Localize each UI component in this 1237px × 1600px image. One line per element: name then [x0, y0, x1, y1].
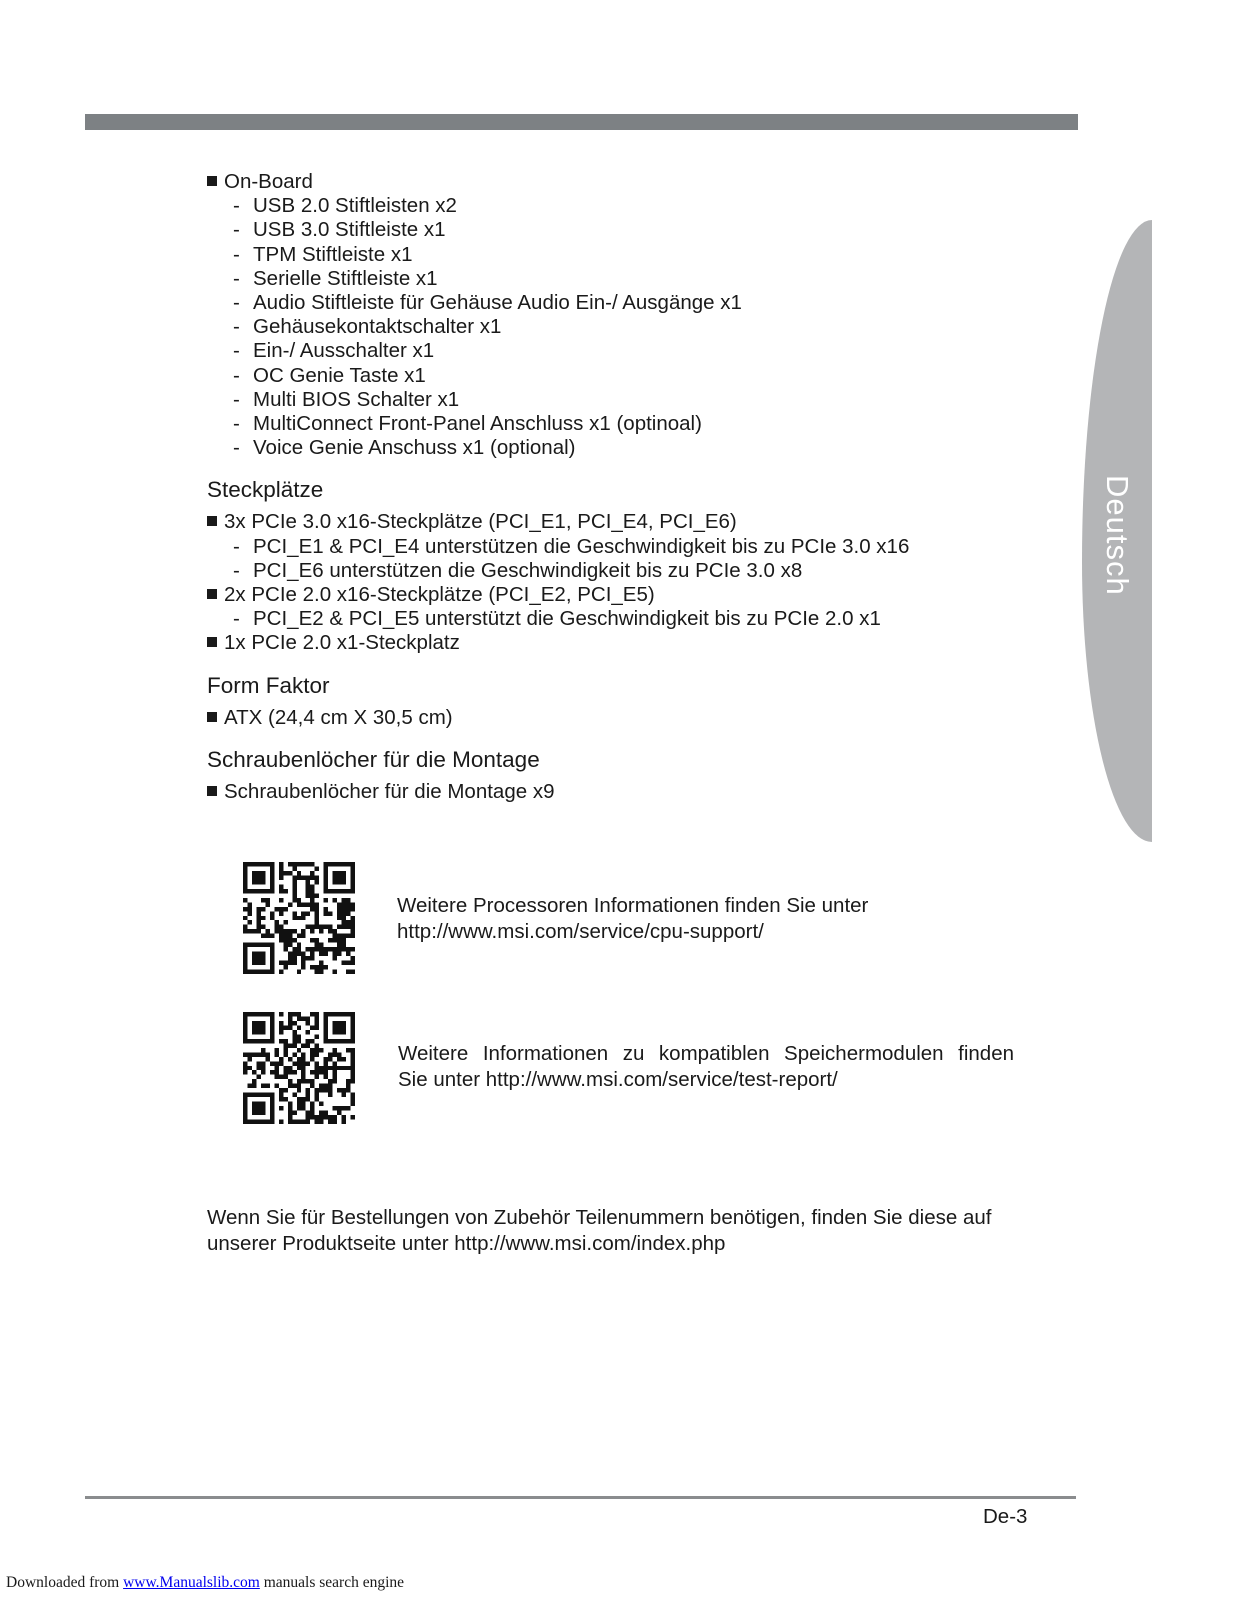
- bullet-square-icon: [207, 637, 217, 647]
- onboard-item: - USB 3.0 Stiftleiste x1: [233, 218, 446, 242]
- cpu-support-note: Weitere Processoren Informationen finden Sie unter http://www.msi.com/service/cpu-support/: [397, 893, 903, 945]
- onboard-item: - TPM Stiftleiste x1: [233, 242, 413, 266]
- product-page-link[interactable]: unserer Produktseite unter http://www.msi.com/index.php: [207, 1232, 726, 1255]
- form-factor-bullet: ATX (24,4 cm X 30,5 cm): [207, 706, 1047, 730]
- onboard-item: - Audio Stiftleiste für Gehäuse Audio Ein-/ Ausgänge x1: [233, 291, 742, 315]
- page-number: De-3: [983, 1505, 1028, 1528]
- slots-sub-3: - PCI_E2 & PCI_E5 unterstützt die Geschwindigkeit bis zu PCIe 2.0 x1: [233, 607, 881, 631]
- slots-sub-1: - PCI_E1 & PCI_E4 unterstützen die Geschwindigkeit bis zu PCIe 3.0 x16: [233, 534, 910, 558]
- language-tab-label: Deutsch: [1100, 474, 1135, 596]
- onboard-item: - Voice Genie Anschuss x1 (optional): [233, 436, 576, 460]
- footer-rule: [85, 1496, 1076, 1499]
- qr-code-icon[interactable]: [243, 862, 355, 974]
- mounting-bullet: Schraubenlöcher für die Montage x9: [207, 780, 1047, 804]
- manualslib-link[interactable]: www.Manualslib.com: [123, 1574, 260, 1591]
- memory-support-link[interactable]: Sie unter http://www.msi.com/service/test-report/: [398, 1068, 838, 1091]
- slots-bullet-1: 3x PCIe 3.0 x16-Steckplätze (PCI_E1, PCI_E4, PCI_E6): [207, 510, 1047, 534]
- onboard-item: - USB 2.0 Stiftleisten x2: [233, 194, 457, 218]
- bullet-square-icon: [207, 712, 217, 722]
- onboard-item: - Gehäusekontaktschalter x1: [233, 315, 502, 339]
- cpu-support-link[interactable]: http://www.msi.com/service/cpu-support/: [397, 920, 764, 943]
- section-title-slots: Steckplätze: [207, 477, 324, 503]
- slots-sub-2: - PCI_E6 unterstützen die Geschwindigkeit bis zu PCIe 3.0 x8: [233, 558, 803, 582]
- onboard-item: - Multi BIOS Schalter x1: [233, 387, 460, 411]
- memory-support-note: Weitere Informationen zu kompatiblen Speichermodulen finden Sie unter http://www.msi.com/service/test-report/: [398, 1042, 1014, 1091]
- onboard-item: - MultiConnect Front-Panel Anschluss x1 (optinoal): [233, 412, 702, 436]
- section-title-mounting: Schraubenlöcher für die Montage: [207, 746, 540, 772]
- bullet-square-icon: [207, 589, 217, 599]
- onboard-item: - Ein-/ Ausschalter x1: [233, 339, 435, 363]
- onboard-item: - Serielle Stiftleiste x1: [233, 266, 438, 290]
- onboard-item: - OC Genie Taste x1: [233, 363, 426, 387]
- download-watermark: Downloaded from www.Manualslib.com manuals search engine: [6, 1574, 405, 1591]
- spec-content: [207, 170, 1047, 804]
- section-title-form-factor: Form Faktor: [207, 672, 330, 698]
- bullet-square-icon: [207, 176, 217, 186]
- bullet-square-icon: [207, 516, 217, 526]
- slots-bullet-2: 2x PCIe 2.0 x16-Steckplätze (PCI_E2, PCI_E5): [207, 583, 1047, 607]
- slots-bullet-3: 1x PCIe 2.0 x1-Steckplatz: [207, 631, 1047, 655]
- qr-code-icon[interactable]: [243, 1012, 355, 1124]
- accessory-note: Wenn Sie für Bestellungen von Zubehör Teilenummern benötigen, finden Sie diese auf unserer Produktseite unter http://www.msi.com/index.php: [207, 1205, 1037, 1257]
- bullet-square-icon: [207, 786, 217, 796]
- onboard-list: [207, 194, 1047, 460]
- onboard-bullet: On-Board: [207, 170, 1047, 194]
- header-bar: [85, 114, 1078, 130]
